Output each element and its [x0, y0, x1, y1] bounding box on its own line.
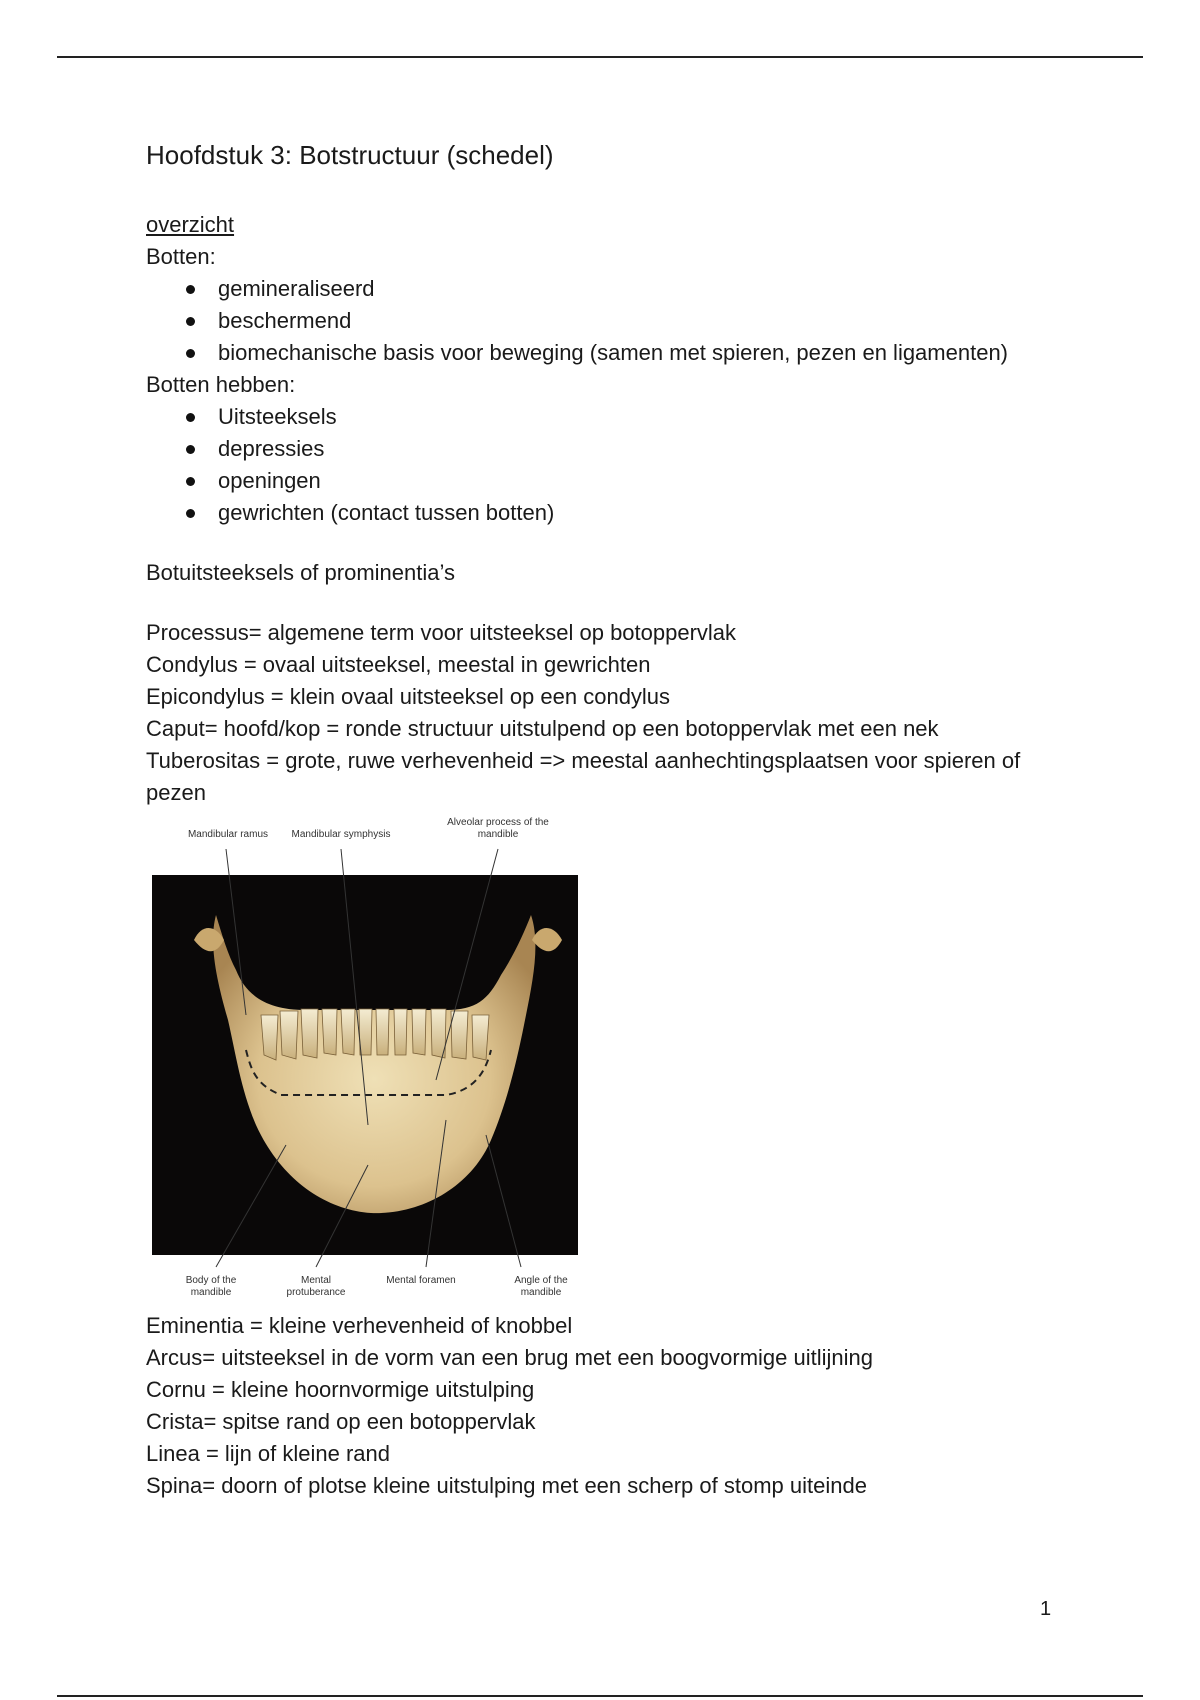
bones-have-list	[146, 401, 1066, 529]
definition-line: Arcus= uitsteeksel in de vorm van een brug met een boogvormige uitlijning	[146, 1345, 874, 1370]
figure-label: Mandibular symphysis	[291, 829, 391, 840]
figure-label: Mandibular ramus	[187, 829, 269, 840]
figure-label: Angle of the mandible	[514, 1275, 568, 1298]
figure-label: Mental foramen	[386, 1275, 456, 1286]
figure-label: Mental protuberance	[286, 1275, 346, 1298]
list-item: beschermend	[146, 305, 1066, 337]
list-item: openingen	[146, 465, 1066, 497]
list-item: gewrichten (contact tussen botten)	[146, 497, 1066, 529]
bottom-rule	[57, 1695, 1143, 1697]
list-item: depressies	[146, 433, 1066, 465]
mandible-photo	[146, 815, 606, 1310]
bones-label: Botten:	[146, 244, 216, 269]
definition-line: Condylus = ovaal uitsteeksel, meestal in gewrichten	[146, 652, 651, 677]
figure-label: Alveolar process of the mandible	[447, 817, 549, 840]
section-heading: Botuitsteeksels of prominentia’s	[146, 560, 455, 585]
definition-line: Epicondylus = klein ovaal uitsteeksel op een condylus	[146, 684, 671, 709]
figure-label: Body of the mandible	[185, 1275, 237, 1298]
page-title: Hoofdstuk 3: Botstructuur (schedel)	[146, 140, 554, 170]
list-item: Uitsteeksels	[146, 401, 1066, 433]
page-content	[146, 140, 1066, 1502]
mandible-figure	[146, 815, 606, 1310]
page-number: 1	[1040, 1598, 1052, 1620]
definition-line: Processus= algemene term voor uitsteeksel op botoppervlak	[146, 620, 737, 645]
overview-heading: overzicht	[146, 212, 235, 237]
definition-line: Linea = lijn of kleine rand	[146, 1441, 390, 1466]
bones-list	[146, 273, 1066, 369]
definition-line: Spina= doorn of plotse kleine uitstulping met een scherp of stomp uiteinde	[146, 1473, 867, 1498]
bones-have-label: Botten hebben:	[146, 372, 296, 397]
top-rule	[57, 56, 1143, 58]
definition-line: Crista= spitse rand op een botoppervlak	[146, 1409, 536, 1434]
list-item: biomechanische basis voor beweging (samen met spieren, pezen en ligamenten)	[146, 337, 1066, 369]
definition-line: Eminentia = kleine verhevenheid of knobbel	[146, 1313, 573, 1338]
definition-line: Cornu = kleine hoornvormige uitstulping	[146, 1377, 535, 1402]
definition-line: Tuberositas = grote, ruwe verhevenheid => meestal aanhechtingsplaatsen voor spieren of pezen	[146, 748, 1021, 805]
list-item: gemineraliseerd	[146, 273, 1066, 305]
definition-line: Caput= hoofd/kop = ronde structuur uitstulpend op een botoppervlak met een nek	[146, 716, 939, 741]
